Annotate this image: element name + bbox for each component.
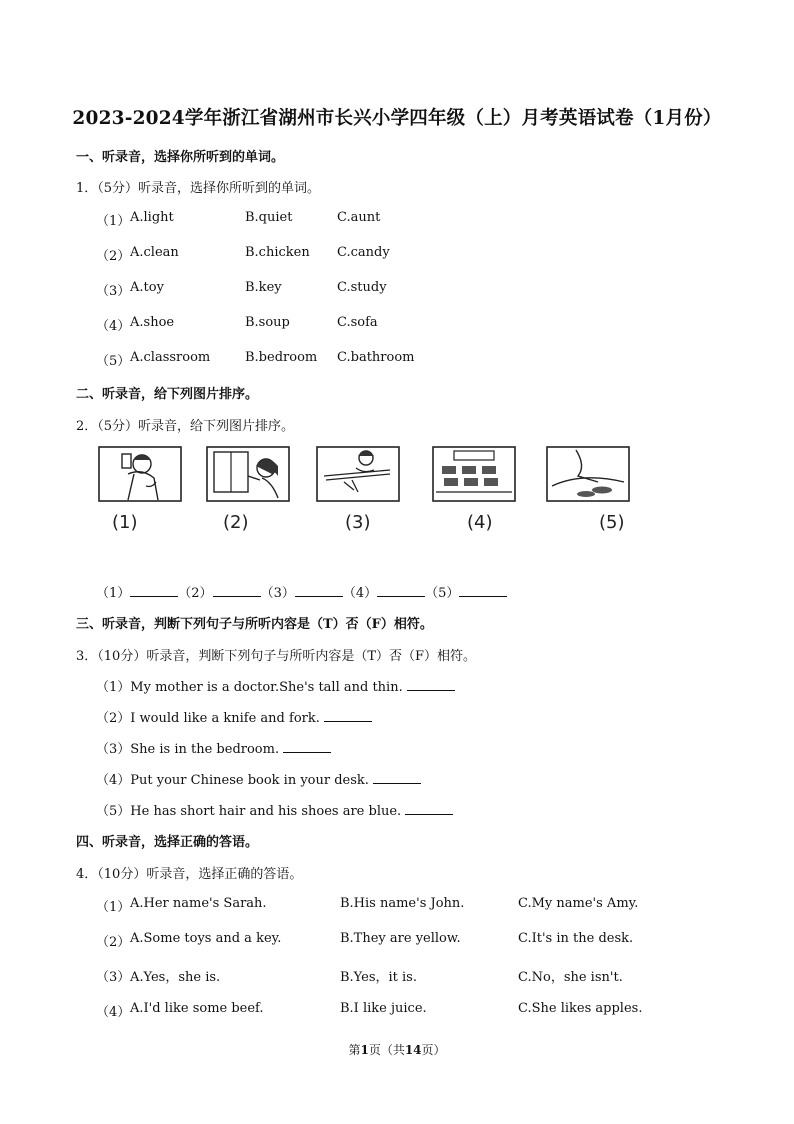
section-heading-4: 四、听录音，选择正确的答语。 [76, 835, 259, 850]
footer-total-pages: 14 [404, 1043, 422, 1057]
answer-blank-5[interactable] [459, 584, 507, 597]
picture-girl-desk [316, 446, 400, 502]
q3-answer-blank[interactable] [405, 802, 453, 815]
q3-answer-blank[interactable] [373, 771, 421, 784]
q3-statement: Put your Chinese book in your desk. [130, 773, 369, 788]
q1-option-c: C.candy [337, 245, 390, 260]
q3-item-num: （4） [96, 773, 131, 788]
question-3-stem: 3．（10分）听录音，判断下列句子与所听内容是（T）否（F）相符。 [76, 649, 477, 664]
answer-label-2: （2） [178, 586, 213, 601]
q1-option-c: C.study [337, 280, 387, 295]
q3-item-num: （3） [96, 742, 131, 757]
q1-option-b: B.quiet [245, 210, 293, 225]
footer-middle: 页（共 [368, 1043, 405, 1057]
question-2-stem: 2．（5分）听录音，给下列图片排序。 [76, 419, 295, 434]
q1-option-c: C.bathroom [337, 350, 415, 365]
q3-item [96, 676, 455, 695]
picture-label-4: (4) [467, 512, 493, 533]
section-heading-2: 二、听录音，给下列图片排序。 [76, 387, 259, 402]
q3-item [96, 769, 421, 788]
q4-option-a: A.Yes，she is. [130, 970, 221, 985]
q1-item-num: （2） [96, 249, 131, 264]
q1-option-a: A.classroom [130, 350, 211, 365]
q1-item-num: （3） [96, 284, 131, 299]
q1-option-c: C.aunt [337, 210, 381, 225]
q1-option-c: C.sofa [337, 315, 378, 330]
q3-item-num: （1） [96, 680, 131, 695]
answer-blank-4[interactable] [377, 584, 425, 597]
q3-statement: She is in the bedroom. [130, 742, 280, 757]
question-1-stem: 1．（5分）听录音，选择你所听到的单词。 [76, 181, 321, 196]
page-title: 2023-2024学年浙江省湖州市长兴小学四年级（上）月考英语试卷（1月份） [72, 108, 722, 129]
picture-label-2: (2) [223, 512, 249, 533]
q4-option-b: B.They are yellow. [340, 931, 461, 946]
q1-option-a: A.shoe [130, 315, 175, 330]
question-4-stem: 4．（10分）听录音，选择正确的答语。 [76, 867, 303, 882]
picture-label-3: (3) [345, 512, 371, 533]
q4-option-a: A.Some toys and a key. [130, 931, 282, 946]
q3-item-num: （5） [96, 804, 131, 819]
q3-answer-blank[interactable] [407, 678, 455, 691]
footer-suffix: 页） [421, 1043, 446, 1057]
picture-label-5: (5) [599, 512, 625, 533]
q3-item [96, 738, 331, 757]
answer-label-1: （1） [96, 586, 131, 601]
q3-answer-blank[interactable] [324, 709, 372, 722]
q3-statement: My mother is a doctor.She's tall and thin. [130, 680, 403, 695]
q1-item-num: （1） [96, 214, 131, 229]
q4-option-a: A.I'd like some beef. [130, 1001, 264, 1016]
q4-option-b: B.His name's John. [340, 896, 465, 911]
answer-label-3: （3） [260, 586, 295, 601]
order-answer-row [96, 582, 507, 601]
q1-option-b: B.key [245, 280, 282, 295]
q1-option-a: A.light [130, 210, 174, 225]
q4-item-num: （3） [96, 970, 131, 985]
q4-item-num: （1） [96, 900, 131, 915]
q3-item [96, 707, 372, 726]
answer-blank-1[interactable] [130, 584, 178, 597]
q4-option-c: C.No，she isn't. [518, 970, 623, 985]
q3-statement: I would like a knife and fork. [130, 711, 320, 726]
q4-option-b: B.I like juice. [340, 1001, 427, 1016]
q1-item-num: （4） [96, 319, 131, 334]
q1-option-a: A.clean [130, 245, 179, 260]
q3-statement: He has short hair and his shoes are blue. [130, 804, 402, 819]
section-heading-1: 一、听录音，选择你所听到的单词。 [76, 150, 285, 165]
picture-drinking [98, 446, 182, 502]
q1-option-b: B.soup [245, 315, 290, 330]
picture-shoes [546, 446, 630, 502]
q4-option-c: C.My name's Amy. [518, 896, 639, 911]
q3-answer-blank[interactable] [283, 740, 331, 753]
footer-page-number: 1 [360, 1043, 369, 1057]
answer-blank-2[interactable] [213, 584, 261, 597]
q4-item-num: （4） [96, 1005, 131, 1020]
q4-option-a: A.Her name's Sarah. [130, 896, 267, 911]
q1-option-a: A.toy [130, 280, 164, 295]
q1-option-b: B.bedroom [245, 350, 318, 365]
footer-prefix: 第 [348, 1043, 361, 1057]
q1-option-b: B.chicken [245, 245, 310, 260]
q3-item [96, 800, 453, 819]
q4-option-c: C.She likes apples. [518, 1001, 643, 1016]
q3-item-num: （2） [96, 711, 131, 726]
q4-item-num: （2） [96, 935, 131, 950]
page-footer [0, 1041, 794, 1058]
q4-option-b: B.Yes，it is. [340, 970, 417, 985]
picture-classroom [432, 446, 516, 502]
answer-label-5: （5） [425, 586, 460, 601]
section-heading-3: 三、听录音，判断下列句子与所听内容是（T）否（F）相符。 [76, 617, 433, 632]
picture-window [206, 446, 290, 502]
q4-option-c: C.It's in the desk. [518, 931, 634, 946]
answer-blank-3[interactable] [295, 584, 343, 597]
q1-item-num: （5） [96, 354, 131, 369]
answer-label-4: （4） [342, 586, 378, 601]
picture-label-1: (1) [112, 512, 138, 533]
